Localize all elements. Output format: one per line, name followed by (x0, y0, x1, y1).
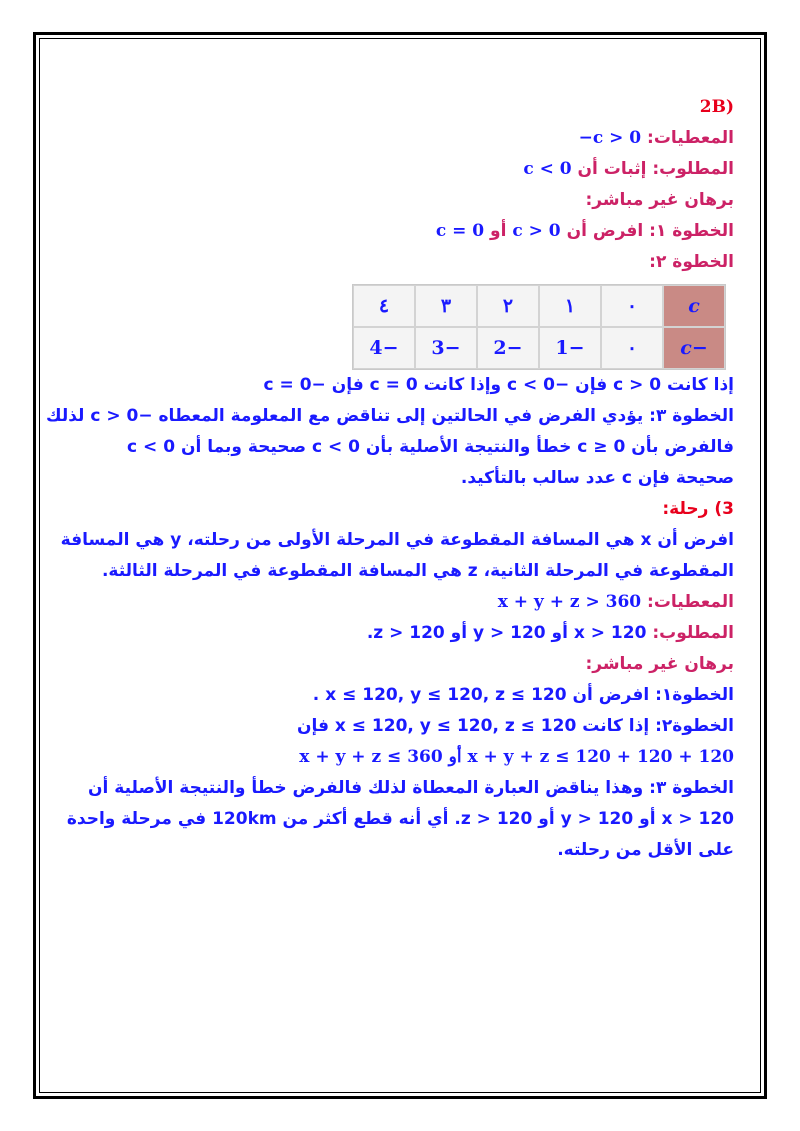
required-text: إثبات أن (577, 159, 647, 179)
s3-step2-line2: x + y + z ≤ 120 + 120 + 120 أو x + y + z ≤ 360 (299, 747, 734, 767)
s3-step3-line1: الخطوة ٣: وهذا يناقض العبارة المعطاة لذلك فالفرض خطأ والنتيجة الأصلية أن (88, 778, 734, 798)
step3-line3: صحيحة فإن c عدد سالب بالتأكيد. (460, 468, 734, 488)
step1-label: الخطوة ١: (649, 221, 734, 241)
values-table (352, 284, 726, 370)
step3-line2: فالفرض بأن c ≥ 0 خطأ والنتيجة الأصلية بأن c < 0 صحيحة وبما أن c < 0 (127, 437, 734, 457)
table-cell: ٣ (415, 285, 477, 327)
table-cell: ٠ (601, 327, 663, 369)
indirect-label-text: برهان غير مباشر: (585, 190, 734, 210)
table-cell: −3 (415, 327, 477, 369)
givens-expression: −c > 0 (578, 128, 642, 148)
step2-label: الخطوة ٢: (649, 252, 734, 272)
s3-required-expression: x > 120 أو y > 120 أو z > 120. (366, 623, 647, 643)
s3-step3-line2: x > 120 أو y > 120 أو z > 120. أي أنه قطع أكثر من 120km في مرحلة واحدة (66, 809, 734, 829)
table-cell: −1 (539, 327, 601, 369)
conclusion-line: إذا كانت c > 0 فإن −c < 0 وإذا كانت c = 0 فإن −c = 0 (263, 375, 734, 395)
table-row (353, 285, 725, 327)
step1-text: افرض أن (566, 221, 644, 241)
table-cell: ٤ (353, 285, 415, 327)
s3-indirect-label: برهان غير مباشر: (585, 654, 734, 674)
indirect-proof-label (78, 185, 734, 216)
s3-step1: الخطوة١: افرض أن x ≤ 120, y ≤ 120, z ≤ 120 . (312, 685, 734, 705)
step1-expression-a: c > 0 (512, 221, 561, 241)
s3-givens-label: المعطيات: (647, 592, 734, 612)
required-label: المطلوب: (652, 159, 734, 179)
table-cell: −4 (353, 327, 415, 369)
s3-givens-expression: x + y + z > 360 (497, 592, 642, 612)
table-cell: −c (663, 327, 725, 369)
step3-line1: الخطوة ٣: يؤدي الفرض في الحالتين إلى تناقض مع المعلومة المعطاه −c > 0 لذلك (46, 406, 734, 426)
step1-expression-b: c = 0 (435, 221, 485, 241)
table-cell: ٠ (601, 285, 663, 327)
s3-required-line (78, 618, 734, 649)
s3-givens-line (78, 587, 734, 618)
table-cell: ١ (539, 285, 601, 327)
s3-required-label: المطلوب: (652, 623, 734, 643)
heading-text: (2B (699, 97, 734, 117)
step1-or: أو (490, 221, 507, 241)
table-cell: ٢ (477, 285, 539, 327)
required-expression: c < 0 (523, 159, 572, 179)
s3-step2-line1: الخطوة٢: إذا كانت x ≤ 120, y ≤ 120, z ≤ 120 فإن (296, 716, 734, 736)
table-cell: c (663, 285, 725, 327)
s3-step3-line3: على الأقل من رحلته. (557, 840, 734, 860)
values-table-container (78, 278, 734, 370)
step2-line (78, 247, 734, 278)
step1-line (78, 216, 734, 247)
document-body (46, 92, 734, 866)
table-row (353, 327, 725, 369)
intro-line1: افرض أن x هي المسافة المقطوعة في المرحلة الأولى من رحلته، y هي المسافة (60, 530, 734, 550)
givens-line (78, 123, 734, 154)
section-2b-heading (78, 92, 734, 123)
table-cell: −2 (477, 327, 539, 369)
required-line (78, 154, 734, 185)
givens-label: المعطيات: (647, 128, 734, 148)
section-3-heading: 3) رحلة: (662, 499, 734, 519)
intro-line2: المقطوعة في المرحلة الثانية، z هي المسافة المقطوعة في المرحلة الثالثة. (101, 561, 734, 581)
